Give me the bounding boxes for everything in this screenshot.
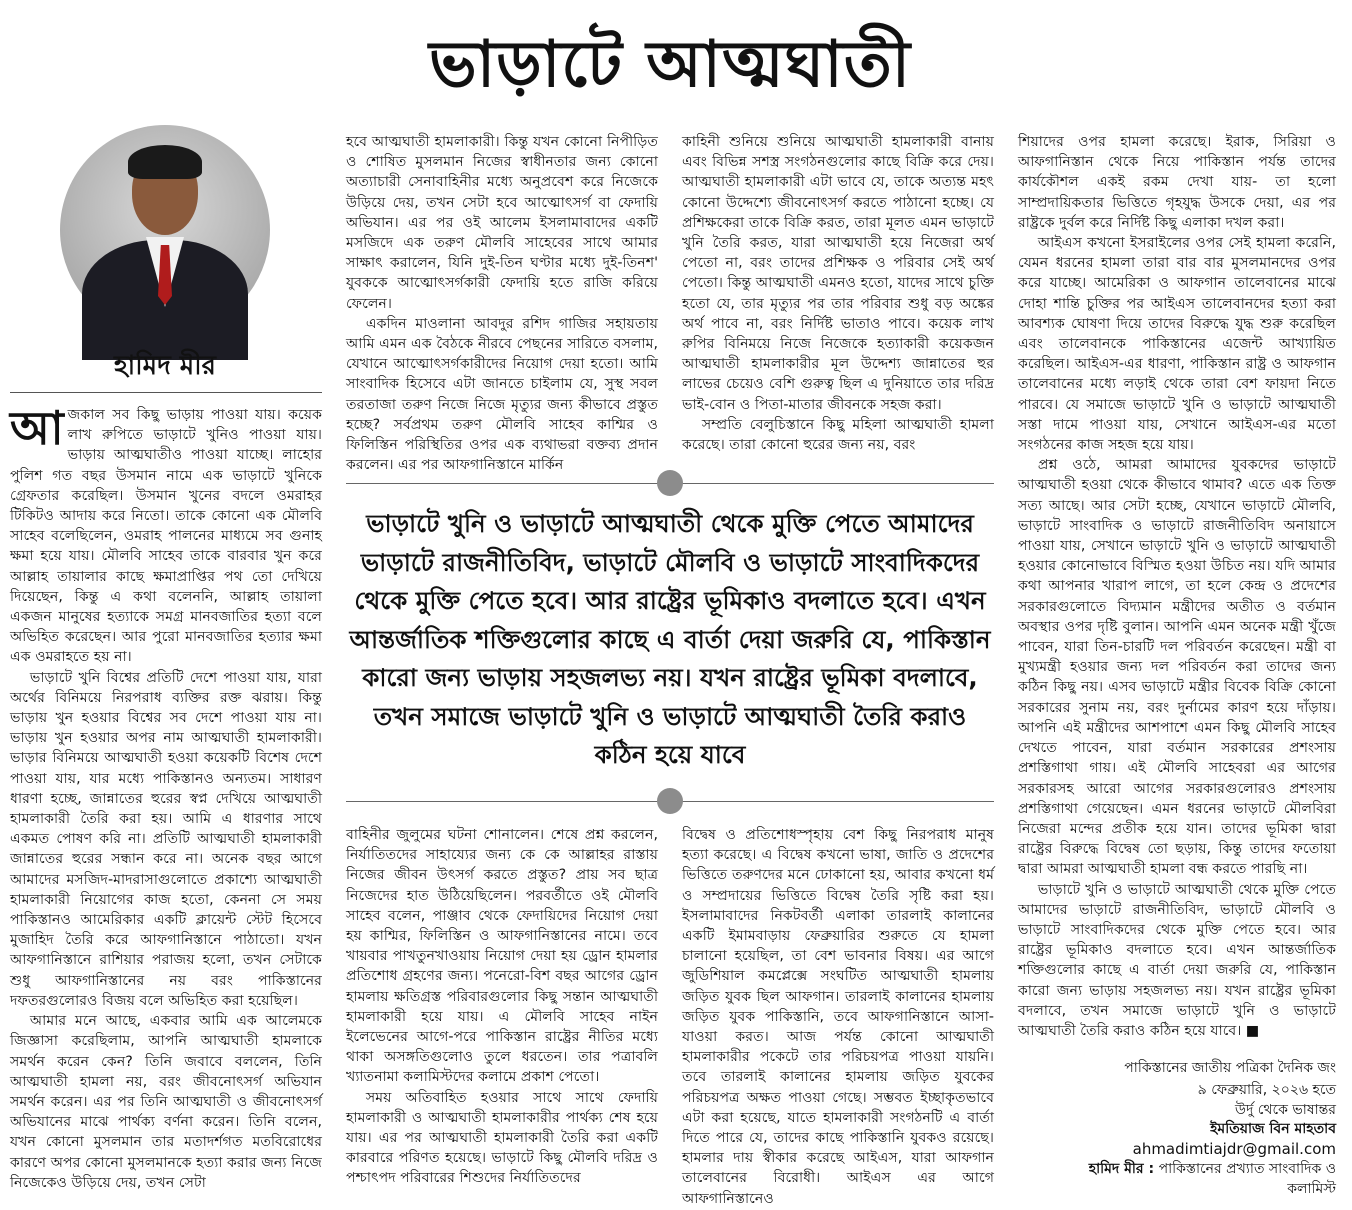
paragraph: আমার মনে আছে, একবার আমি এক আলেমকে জিজ্ঞাসা করেছিলাম, আপনি আত্মঘাতী হামলাকে সমর্থন করেন কেন? তিনি জবাবে বললেন, তিনি আত্মঘাতী হামলা নয়, বরং জীবনোৎসর্গ অভিযান সমর্থন করেন। এর পর তিনি আত্মঘাতী ও জীবনোৎসর্গ অভিযানের মাঝে পার্থক্য বর্ণনা করেন। তিনি বলেন, যখন কোনো মুসলমান তার মতাদর্শগত মতবিরোধের কারণে অপর কোনো মুসলমানকে হত্যা করার জন্য নিজে নিজেকেও উড়িয়ে দেয়, তখন সেটা [10,1013,322,1191]
bio-text: পাকিস্তানের প্রখ্যাত সাংবাদিক ও কলামিস্ট [1158,1161,1336,1197]
translator-name: ইমতিয়াজ বিন মাহতাব [1210,1121,1336,1137]
drop-cap: আ [10,401,64,455]
column-3-bottom [682,825,994,1207]
paragraph-text: জকাল সব কিছু ভাড়ায় পাওয়া যায়। কয়েক লাখ রুপিতে ভাড়াটে খুনিও পাওয়া যায়। ভাড়ায় আত্মঘাতীও পাওয়া যাচ্ছে। লাহোর পুলিশ গত বছর উসমান নামে এক ভাড়াটে খুনিকে গ্রেফতার করেছিল। উসমান খুনের বদলে ওমরাহর টিকিটও আদায় করে নিতো। তাকে কোনো এক মৌলবি সাহেব বলেছিলেন, ওমরাহ পালনের মাধ্যমে সব গুনাহ ক্ষমা হয়ে যায়। মৌলবি সাহেব তাকে বারবার খুন করে আল্লাহ তায়ালার কাছে ক্ষমাপ্রাপ্তির পথ তো দেখিয়ে দিয়েছেন, কিন্তু এ কথা বলেননি, আল্লাহ তায়ালা একজন মানুষের হত্যাকে সমগ্র মানবজাতির হত্যা বলে অভিহিত করেছেন। আর পুরো মানবজাতির হত্যার ক্ষমা এক ওমরাহতে হয় না। [10,407,322,666]
paragraph: ভাড়াটে খুনি বিশ্বের প্রতিটি দেশে পাওয়া যায়, যারা অর্থের বিনিময়ে নিরপরাধ ব্যক্তির রক্ত ঝরায়। কিন্তু ভাড়ায় খুন হওয়ার বিশ্বের সব দেশে পাওয়া যায় না। ভাড়ায় খুন হওয়ার অপর নাম আত্মঘাতী হামলাকারী। ভাড়ার বিনিময়ে আত্মঘাতী হওয়া কয়েকটি বিশেষ দেশে পাওয়া যায়, যার মধ্যে পাকিস্তানও অন্যতম। সাধারণ ধারণা হচ্ছে, জান্নাতের হুরের স্বপ্ন দেখিয়ে আত্মঘাতী হামলাকারী তৈরি করা হয়। আমি এ ধারণার সাথে একমত পোষণ করি না। প্রতিটি আত্মঘাতী হামলাকারী জান্নাতের হুরের সন্ধান করে না। অনেক বছর আগে আমাদের মসজিদ-মাদরাসাগুলোতে প্রকাশ্যে আত্মঘাতী হামলাকারী নিয়োগের কাজ হতো, কেননা সে সময় পাকিস্তানও আমেরিকার একটি ক্লায়েন্ট স্টেট হিসেবে মুজাহিদ তৈরি করে আফগানিস্তানে পাঠাতো। যখন আফগানিস্তানে রাশিয়ার পরাজয় হলো, তখন সেটাকে শুধু আফগানিস্তানের নয় বরং পাকিস্তানের দফতরগুলোরও বিজয় বলে অভিহিত করা হয়েছিল। [10,669,322,1009]
column-1 [10,401,322,1200]
column-2-top [346,132,658,474]
column-3-top [682,132,994,462]
paragraph: বিদ্বেষ ও প্রতিশোধস্পৃহায় বেশ কিছু নিরপরাধ মানুষ হত্যা করেছে। এ বিদ্বেষ কখনো ভাষা, জাতি ও প্রদেশের ভিত্তিতে তরুণদের মনে ঢোকানো হয়, আবার কখনো ধর্ম ও সম্প্রদায়ের ভিত্তিতে বিদ্বেষ তৈরি সৃষ্টি করা হয়। ইসলামাবাদের নিকটবর্তী এলাকা তারলাই কালানের একটি ইমামবাড়ায় ফেব্রুয়ারির শুরুতে যে হামলা চালানো হয়েছিল, তা বেশ ভাবনার বিষয়। এর আগে জুডিশিয়াল কমপ্লেক্সে সংঘটিত আত্মঘাতী হামলায় জড়িত যুবক ছিল আফগান। তারলাই কালানের হামলায় জড়িত যুবক পাকিস্তানি, তবে আফগানিস্তানে আসা-যাওয়া করত। আজ পর্যন্ত কোনো আত্মঘাতী হামলাকারীর পকেটে তার পরিচয়পত্র পাওয়া যায়নি। তবে তারলাই কালানের হামলায় জড়িত যুবকের পরিচয়পত্র অক্ষত পাওয়া গেছে। সম্ভবত ইচ্ছাকৃতভাবে এটা করা হয়েছে, যাতে হামলাকারী সংগঠনটি এ বার্তা দিতে পারে যে, তাদের কাছে পাকিস্তানি যুবকও রয়েছে। হামলার দায় স্বীকার করেছে আইএস, যারা আফগান তালেবানের বিরোধী। আইএস এর আগে আফগানিস্তানেও [682,827,994,1207]
translation-note: উর্দু থেকে ভাষান্তর [1235,1102,1336,1118]
paragraph: শিয়াদের ওপর হামলা করেছে। ইরাক, সিরিয়া ও আফগানিস্তান থেকে নিয়ে পাকিস্তান পর্যন্ত তাদের কার্যকৌশল একই রকম দেখা যায়- তা হলো সাম্প্রদায়িকতার ভিত্তিতে গৃহযুদ্ধ উসকে দেয়া, এর পর রাষ্ট্রকে দুর্বল করে নির্দিষ্ট কিছু এলাকা দখল করা। [1018,134,1336,231]
author-photo [60,125,270,335]
bio-name: হামিদ মীর : [1088,1161,1155,1177]
paragraph: প্রশ্ন ওঠে, আমরা আমাদের যুবকদের ভাড়াটে আত্মঘাতী হওয়া থেকে কীভাবে থামাব? এতে এক তিক্ত সত্য আছে। আর সেটা হচ্ছে, যেখানে ভাড়াটে মৌলবি, ভাড়াটে সাংবাদিক ও ভাড়াটে রাজনীতিবিদ অনায়াসে পাওয়া যায়, সেখানে ভাড়াটে খুনি ও ভাড়াটে আত্মঘাতী হওয়ার কোনোভাবে বিস্মিত হওয়া উচিত নয়। যদি আমার কথা আপনার খারাপ লাগে, তা হলে কেন্দ্র ও প্রদেশের সরকারগুলোতে বিদ্যমান মন্ত্রীদের অতীত ও বর্তমান অবস্থার ওপর দৃষ্টি বুলান। আপনি এমন অনেক মন্ত্রী খুঁজে পাবেন, যারা তিন-চারটি দল পরিবর্তন করেছেন। মন্ত্রী বা মুখ্যমন্ত্রী হওয়ার জন্য দল পরিবর্তন করা তাদের জন্য কঠিন কিছু নয়। এসব ভাড়াটে মন্ত্রীর বিবেক বিক্রি কোনো সরকারের সুনাম নয়, বরং দুর্নামের কারণ হয়ে দাঁড়ায়। আপনি এই মন্ত্রীদের আশপাশে এমন কিছু মৌলবি সাহেব দেখতে পাবেন, যারা বর্তমান সরকারের প্রশংসায় প্রশস্তিগাথা গায়। এই মৌলবি সাহেবরা এর আগের সরকারসহ আরো আগের সরকারগুলোরও প্রশংসায় প্রশস্তিগাথা গেয়েছেন। এমন ধরনের ভাড়াটে মৌলবিরা নিজেরা মন্দের প্রতীক হয়ে যান। তাদের ভূমিকা দ্বারা রাষ্ট্রের বিরুদ্ধে বিদ্বেষ তো ছড়ায়, কিন্তু তাদের ফতোয়া দ্বারা আমরা আত্মঘাতী হামলা বন্ধ করতে পারছি না। [1018,457,1336,878]
paragraph: কাহিনী শুনিয়ে শুনিয়ে আত্মঘাতী হামলাকারী বানায় এবং বিভিন্ন সশস্ত্র সংগঠনগুলোর কাছে বিক্রি করে দেয়। আত্মঘাতী হামলাকারী এটা ভাবে যে, তাকে অত্যন্ত মহৎ কোনো উদ্দেশ্যে জীবনোৎসর্গ করতে পাঠানো হচ্ছে। যে প্রশিক্ষকেরা তাকে বিক্রি করত, তারা মূলত এমন ভাড়াটে খুনি তৈরি করত, যারা আত্মঘাতী হয়ে নিজেরা অর্থ পেতো না, বরং তাদের প্রশিক্ষক ও পরিবার সেই অর্থ পেতো। কিন্তু আত্মঘাতী এমনও হতো, যাদের সাথে চুক্তি হতো যে, তার মৃত্যুর পর তার পরিবার শুধু বড় অঙ্কের অর্থ পাবে না, বরং নির্দিষ্ট ভাতাও পাবে। কয়েক লাখ রুপির বিনিময়ে নিজে নিজেকে হত্যাকারী কয়েকজন আত্মঘাতী হামলাকারীর মূল উদ্দেশ্য জান্নাতের হুর লাভের চেয়েও বেশি গুরুত্ব ছিল এ দুনিয়াতে তার দরিদ্র ভাই-বোন ও পিতা-মাতার জীবনকে সহজ করা। [682,134,994,413]
author-name: হামিদ মীর [114,351,216,381]
paragraph: আইএস কখনো ইসরাইলের ওপর সেই হামলা করেনি, যেমন ধরনের হামলা তারা বার বার মুসলমানদের ওপর করে যাচ্ছে। আমেরিকা ও আফগান তালেবানের মাঝে দোহা শান্তি চুক্তির পর আইএস তালেবানদের হত্যা করা আবশ্যক ঘোষণা দিয়ে তাদের বিরুদ্ধে যুদ্ধ শুরু করেছিল এবং তালেবানকে পাকিস্তানের এজেন্ট আখ্যায়িত করেছিল। আইএস-এর ধারণা, পাকিস্তান রাষ্ট্র ও আফগান তালেবানের মধ্যে লড়াই থেকে তারা বেশ ফায়দা নিতে পারবে। যে সমাজে ভাড়াটে খুনি ও ভাড়াটে আত্মঘাতী সস্তা দামে পাওয়া যায়, সেখানে আইএস-এর মতো সংগঠনের কাজ সহজ হয়ে যায়। [1018,235,1336,454]
article-title: ভাড়াটে আত্মঘাতী [428,28,912,102]
source-line: পাকিস্তানের জাতীয় পত্রিকা দৈনিক জং [1124,1060,1336,1076]
paragraph: একদিন মাওলানা আবদুর রশিদ গাজির সহায়তায় আমি এমন এক বৈঠকে নীরবে পেছনের সারিতে বসলাম, যেখানে আত্মোৎসর্গকারীদের নিয়োগ দেয়া হতো। আমি সাংবাদিক হিসেবে এটা জানতে চাইলাম যে, সুস্থ সবল তরতাজা তরুণ নিজে নিজে মৃত্যুর জন্য কীভাবে প্রস্তুত হচ্ছে? সর্বপ্রথম তরুণ মৌলবি সাহেব কাশ্মির ও ফিলিস্তিন পরিস্থিতির ওপর এক ব্যথাভরা বক্তব্য প্রদান করলেন। এর পর আফগানিস্তানে মার্কিন [346,315,658,474]
paragraph: বাহিনীর জুলুমের ঘটনা শোনালেন। শেষে প্রশ্ন করলেন, নির্যাতিতদের সাহায্যের জন্য কে কে আল্লাহর রাস্তায় নিজের জীবন উৎসর্গ করতে প্রস্তুত? প্রায় সব ছাত্র নিজেদের হাত উঠিয়েছিলেন। পরবর্তীতে ওই মৌলবি সাহেব বলেন, পাঞ্জাব থেকে ফেদায়িদের নিয়োগ দেয়া হয় কাশ্মির, ফিলিস্তিন ও আফগানিস্তানের নামে। তবে খায়বার পাখতুনখাওয়ায় নিয়োগ দেয়া হয় ড্রোন হামলার প্রতিশোধ গ্রহণের জন্য। পনেরো-বিশ বছর আগের ড্রোন হামলায় ক্ষতিগ্রস্ত পরিবারগুলোর কিছু সন্তান আত্মঘাতী হামলাকারী হয়ে যায়। এ মৌলবি সাহেব নাইন ইলেভেনের আগে-পরে পাকিস্তান রাষ্ট্রের নীতির মধ্যে থাকা অসঙ্গতিগুলোও তুলে ধরতেন। তার পত্রাবলি খ্যাতনামা কলামিস্টদের কলামে প্রকাশ পেতো। [346,827,658,1086]
date-line: ৯ ফেব্রুয়ারি, ২০২৬ হতে [1197,1082,1336,1098]
divider [10,392,322,393]
author-bio [1046,1159,1336,1199]
divider-dot [657,470,683,496]
paragraph: হবে আত্মঘাতী হামলাকারী। কিন্তু যখন কোনো নিপীড়িত ও শোষিত মুসলমান নিজের স্বাধীনতার জন্য কোনো অত্যাচারী সেনাবাহিনীর মধ্যে অনুপ্রবেশ করে নিজেকে উড়িয়ে দেয়, তখন সেটা হবে আত্মোৎসর্গ বা ফেদায়ি অভিযান। এর পর ওই আলেম ইসলামাবাদের একটি মসজিদে এক তরুণ মৌলবি সাহেবের সাথে আমার সাক্ষাৎ করালেন, যিনি দুই-তিন ঘণ্টার মধ্যে দুই-তিনশ' যুবককে আত্মোৎসর্গকারী ফেদায়ি হতে রাজি করিয়ে ফেলেন। [346,134,658,312]
paragraph: ভাড়াটে খুনি ও ভাড়াটে আত্মঘাতী থেকে মুক্তি পেতে আমাদের ভাড়াটে রাজনীতিবিদ, ভাড়াটে মৌলবি ও ভাড়াটে সাংবাদিকদের থেকে মুক্তি পেতে হবে। আর রাষ্ট্রের ভূমিকাও বদলাতে হবে। এখন আন্তর্জাতিক শক্তিগুলোর কাছে এ বার্তা দেয়া জরুরি যে, পাকিস্তান কারো জন্য ভাড়ায় সহজলভ্য নয়। যখন রাষ্ট্রের ভূমিকা বদলাবে, তখন সমাজে ভাড়াটে খুনি ও ভাড়াটে আত্মঘাতী তৈরি করাও কঠিন হয়ে যাবে। ■ [1018,881,1336,1039]
pull-quote: ভাড়াটে খুনি ও ভাড়াটে আত্মঘাতী থেকে মুক্তি পেতে আমাদের ভাড়াটে রাজনীতিবিদ, ভাড়াটে মৌলবি ও ভাড়াটে সাংবাদিকদের থেকে মুক্তি পেতে হবে। আর রাষ্ট্রের ভূমিকাও বদলাতে হবে। এখন আন্তর্জাতিক শক্তিগুলোর কাছে এ বার্তা দেয়া জরুরি যে, পাকিস্তান কারো জন্য ভাড়ায় সহজলভ্য নয়। যখন রাষ্ট্রের ভূমিকা বদলাবে, তখন সমাজে ভাড়াটে খুনি ও ভাড়াটে আত্মঘাতী তৈরি করাও কঠিন হয়ে যাবে [349,509,991,769]
column-2-bottom [346,825,658,1200]
column-4 [1018,132,1336,1057]
paragraph: সময় অতিবাহিত হওয়ার সাথে সাথে ফেদায়ি হামলাকারী ও আত্মঘাতী হামলাকারীর পার্থক্য শেষ হয়ে যায়। এর পর আত্মঘাতী হামলাকারী তৈরি করা একটি কারবারে পরিণত হয়েছে। ভাড়াটে কিছু মৌলবি দরিদ্র ও পশ্চাৎপদ পরিবারের শিশুদের নির্যাতিতদের [346,1089,658,1187]
paragraph [10,401,322,668]
paragraph: সম্প্রতি বেলুচিস্তানে কিছু মহিলা আত্মঘাতী হামলা করেছে। তারা কোনো হুরের জন্য নয়, বরং [682,416,994,454]
translator-email: ahmadimtiajdr@gmail.com [1132,1140,1336,1158]
divider-dot [657,788,683,814]
